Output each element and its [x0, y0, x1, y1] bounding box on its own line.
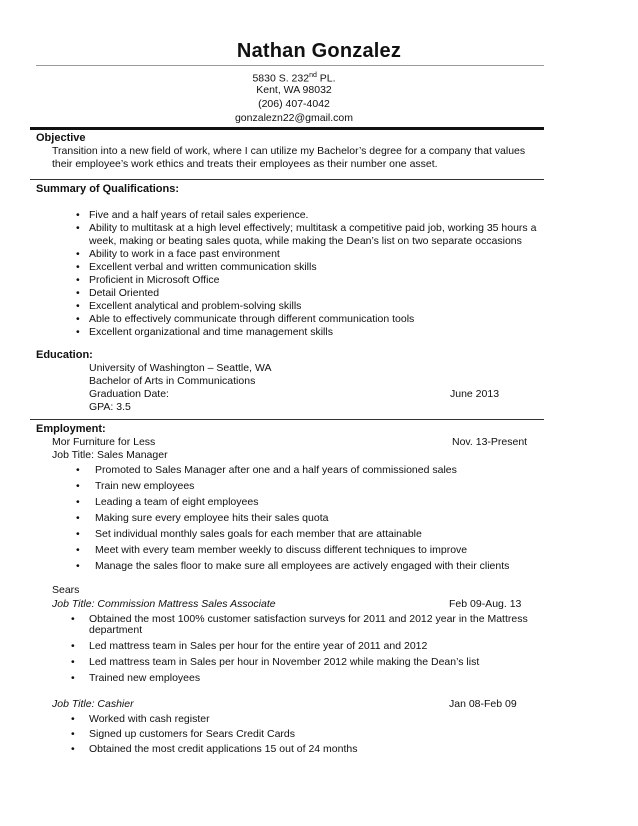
- bullet: •: [76, 209, 80, 221]
- list-item: Five and a half years of retail sales experience.: [89, 209, 309, 221]
- bullet: •: [76, 528, 80, 540]
- employment-heading: Employment:: [36, 423, 106, 435]
- list-item: Ability to multitask at a high level effectively; multitask a competitive paid job, working 35 hours a: [89, 222, 537, 234]
- job-dates: Jan 08-Feb 09: [449, 698, 517, 710]
- list-item: Led mattress team in Sales per hour for the entire year of 2011 and 2012: [89, 640, 428, 652]
- education-grad-date: June 2013: [450, 388, 500, 400]
- bullet: •: [76, 560, 80, 572]
- list-item: Detail Oriented: [89, 287, 160, 299]
- list-item: Obtained the most credit applications 15 out of 24 months: [89, 743, 358, 755]
- list-item: Ability to work in a face past environment: [89, 248, 280, 260]
- list-item: Worked with cash register: [89, 713, 210, 725]
- education-heading: Education:: [36, 349, 93, 361]
- bullet: •: [71, 728, 75, 740]
- list-item: Led mattress team in Sales per hour in November 2012 while making the Dean’s list: [89, 656, 480, 668]
- list-item: Excellent organizational and time management skills: [89, 326, 333, 338]
- bullet: •: [76, 326, 80, 338]
- bullet: •: [76, 496, 80, 508]
- bullet: •: [76, 261, 80, 273]
- bullet: •: [76, 313, 80, 325]
- bullet: •: [76, 464, 80, 476]
- list-item: Manage the sales floor to make sure all employees are actively engaged with their clients: [95, 560, 510, 572]
- bullet: •: [76, 300, 80, 312]
- qualifications-heading: Summary of Qualifications:: [36, 183, 180, 195]
- email: gonzalezn22@gmail.com: [234, 112, 354, 124]
- header-rule: [36, 65, 544, 66]
- address-line-2: Kent, WA 98032: [256, 84, 332, 96]
- list-item: Train new employees: [95, 480, 195, 492]
- education-grad-label: Graduation Date:: [89, 388, 169, 400]
- bullet: •: [76, 248, 80, 260]
- objective-heading: Objective: [36, 132, 86, 144]
- list-item-continued: week, making or beating sales quota, while making the Dean’s list on two separate occasions: [89, 235, 522, 247]
- qualifications-rule: [30, 179, 544, 180]
- list-item: Proficient in Microsoft Office: [89, 274, 220, 286]
- education-degree: Bachelor of Arts in Communications: [89, 375, 256, 387]
- education-school: University of Washington – Seattle, WA: [89, 362, 272, 374]
- bullet: •: [76, 480, 80, 492]
- bullet: •: [71, 640, 75, 652]
- objective-line-1: Transition into a new field of work, where I can utilize my Bachelor’s degree for a company that values: [52, 145, 526, 157]
- list-item: Obtained the most 100% customer satisfaction surveys for 2011 and 2012 year in the Mattress: [89, 613, 528, 625]
- bullet: •: [71, 672, 75, 684]
- bullet: •: [76, 512, 80, 524]
- resume-name: Nathan Gonzalez: [236, 40, 402, 62]
- employment-rule: [30, 419, 544, 420]
- objective-line-2: their employee’s work ethics and treats their employees as their number one asset.: [52, 158, 438, 170]
- job-title: Job Title: Commission Mattress Sales Associate: [52, 598, 276, 610]
- bullet: •: [76, 287, 80, 299]
- job-dates: Nov. 13-Present: [452, 436, 528, 448]
- job-company: Mor Furniture for Less: [52, 436, 156, 448]
- list-item: Excellent verbal and written communication skills: [89, 261, 317, 273]
- phone: (206) 407-4042: [258, 98, 330, 110]
- list-item: Excellent analytical and problem-solving skills: [89, 300, 302, 312]
- list-item: Leading a team of eight employees: [95, 496, 259, 508]
- list-item-continued: department: [89, 624, 143, 636]
- job-dates: Feb 09-Aug. 13: [449, 598, 522, 610]
- list-item: Trained new employees: [89, 672, 201, 684]
- bullet: •: [76, 222, 80, 234]
- bullet: •: [76, 544, 80, 556]
- job-company: Sears: [52, 584, 80, 596]
- job-title: Job Title: Cashier: [52, 698, 134, 710]
- list-item: Able to effectively communicate through different communication tools: [89, 313, 415, 325]
- list-item: Signed up customers for Sears Credit Cards: [89, 728, 296, 740]
- bullet: •: [71, 743, 75, 755]
- list-item: Making sure every employee hits their sales quota: [95, 512, 329, 524]
- bullet: •: [71, 656, 75, 668]
- job-title: Job Title: Sales Manager: [52, 449, 168, 461]
- bullet: •: [76, 274, 80, 286]
- bullet: •: [71, 713, 75, 725]
- education-gpa: GPA: 3.5: [89, 401, 131, 413]
- list-item: Meet with every team member weekly to discuss different techniques to improve: [95, 544, 468, 556]
- objective-rule: [30, 127, 544, 130]
- bullet: •: [71, 613, 75, 625]
- list-item: Promoted to Sales Manager after one and a half years of commissioned sales: [95, 464, 457, 476]
- address-line-1: 5830 S. 232nd PL.: [252, 72, 336, 85]
- list-item: Set individual monthly sales goals for each member that are attainable: [95, 528, 422, 540]
